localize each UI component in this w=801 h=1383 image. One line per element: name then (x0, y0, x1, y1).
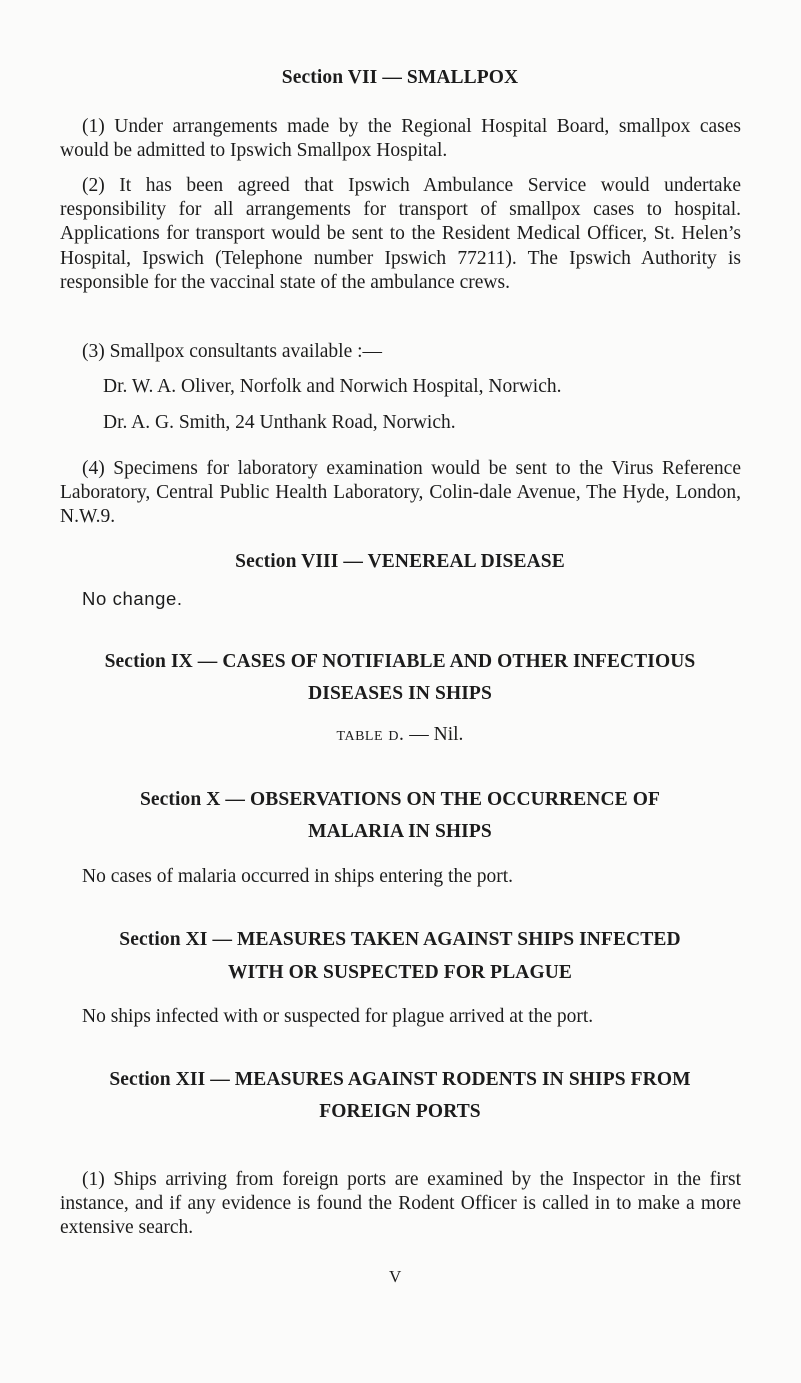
section-x-text: No cases of malaria occurred in ships entering the port. (82, 866, 514, 887)
section-vii-paragraph-4: (4) Specimens for laboratory examination would be sent to the Virus Reference Laboratory, Central Public Health Laboratory, Colin-dale Avenue, The Hyde, London, N.W.9. (60, 458, 741, 528)
table-d-value: — Nil. (409, 724, 464, 745)
section-x-heading-line-1: Section X — OBSERVATIONS ON THE OCCURRENCE OF (139, 789, 661, 810)
section-ix-heading-line-1: Section IX — CASES OF NOTIFIABLE AND OTHER INFECTIOUS (104, 651, 696, 672)
section-xi-heading-line-2: WITH OR SUSPECTED FOR PLAGUE (227, 962, 573, 983)
table-d-label: table d. (336, 724, 405, 745)
section-xii-paragraph-1: (1) Ships arriving from foreign ports are examined by the Inspector in the first instance, and if any evidence is found the Rodent Officer is called in to make a more extensive search. (60, 1169, 741, 1239)
section-viii-no-change: No change. (82, 588, 183, 609)
section-vii-paragraph-3: (3) Smallpox consultants available :— (82, 341, 383, 362)
section-ix-heading-line-2: DISEASES IN SHIPS (308, 683, 492, 704)
section-xii-heading-line-2: FOREIGN PORTS (319, 1101, 481, 1122)
section-xii-heading-line-1: Section XII — MEASURES AGAINST RODENTS IN SHIPS FROM (109, 1069, 691, 1090)
section-vii-paragraph-2: (2) It has been agreed that Ipswich Ambulance Service would undertake responsibility for all arrangements for transport of smallpox cases to hospital. Applications for transport would be sent to the Resident Medical Officer, St. Helen’s Hospital, Ipswich (Telephone number Ipswich 77211). The Ipswich Authority is responsible for the vaccinal state of the ambulance crews. (60, 175, 741, 293)
section-xi-text: No ships infected with or suspected for plague arrived at the port. (82, 1006, 594, 1027)
section-xi-heading-line-1: Section XI — MEASURES TAKEN AGAINST SHIPS INFECTED (119, 929, 681, 950)
consultant-smith: Dr. A. G. Smith, 24 Unthank Road, Norwich. (103, 412, 456, 433)
section-vii-paragraph-1: (1) Under arrangements made by the Regional Hospital Board, smallpox cases would be admitted to Ipswich Smallpox Hospital. (60, 116, 741, 162)
section-vii-heading: Section VII — SMALLPOX (281, 67, 519, 88)
consultant-oliver: Dr. W. A. Oliver, Norfolk and Norwich Hospital, Norwich. (103, 376, 562, 397)
section-viii-heading: Section VIII — VENEREAL DISEASE (235, 551, 565, 572)
page-number: V (389, 1267, 402, 1286)
table-d-reference (60, 723, 740, 747)
section-x-heading-line-2: MALARIA IN SHIPS (308, 821, 492, 842)
